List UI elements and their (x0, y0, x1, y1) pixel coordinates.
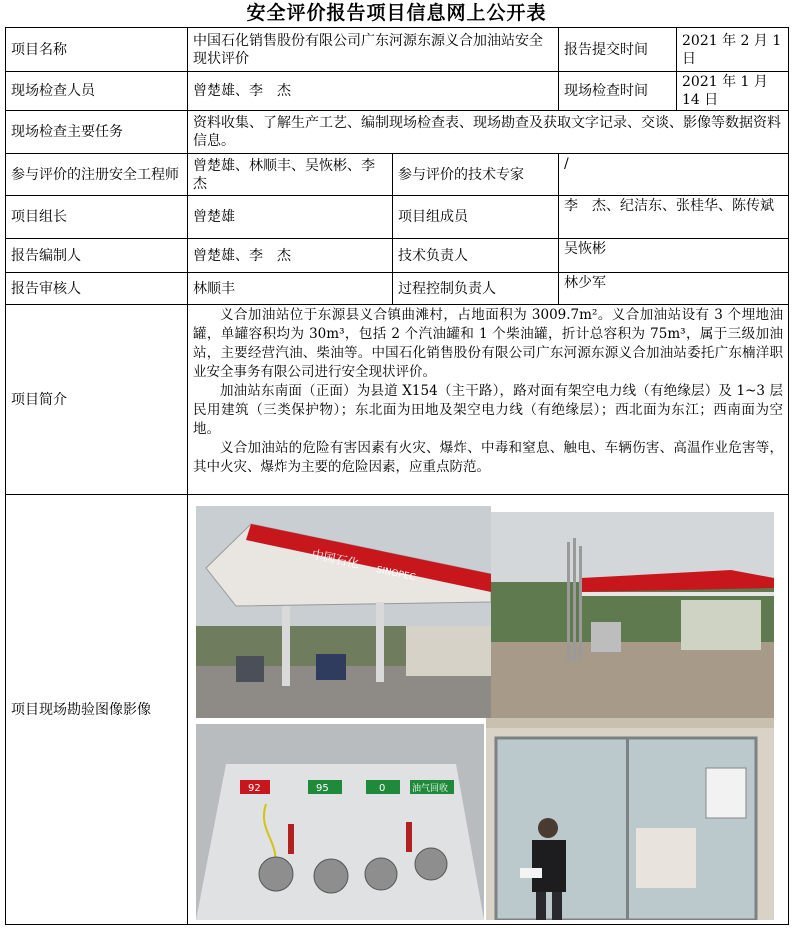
photo-inspector (486, 718, 774, 920)
author-value: 曾楚雄、李 杰 (188, 239, 393, 273)
photos-label: 项目现场勘验图像影像 (6, 495, 188, 925)
intro-paragraph-3: 义合加油站的危险有害因素有火灾、爆炸、中毒和窒息、触电、车辆伤害、高温作业危害等，其中火灾、爆炸为主要的危险因素，应重点防范。 (193, 440, 783, 475)
tank-label-2: 95 (316, 782, 329, 794)
reviewer-value: 林顺丰 (188, 273, 393, 305)
row-leader (6, 196, 789, 239)
tech-label: 技术负责人 (393, 239, 559, 273)
project-name-label: 项目名称 (6, 28, 188, 72)
tank-label-4: 油气回收 (412, 783, 449, 794)
photos-cell (188, 495, 789, 925)
row-project-name (6, 28, 789, 72)
experts-label: 参与评价的技术专家 (393, 154, 559, 196)
inspectors-label: 现场检查人员 (6, 72, 188, 111)
leader-label: 项目组长 (6, 196, 188, 239)
photo-station-side (491, 512, 774, 718)
row-reviewer (6, 273, 789, 305)
process-label: 过程控制负责人 (393, 273, 559, 305)
row-intro (6, 305, 789, 495)
station-side-image (491, 512, 774, 718)
row-engineers (6, 154, 789, 196)
inspector-image (486, 718, 774, 920)
process-value: 林少军 (559, 273, 789, 305)
tasks-value: 资料收集、了解生产工艺、编制现场检查表、现场勘查及获取文字记录、交谈、影像等数据资料信息。 (188, 111, 789, 154)
tasks-label: 现场检查主要任务 (6, 111, 188, 154)
leader-value: 曾楚雄 (188, 196, 393, 239)
station-front-image (196, 506, 491, 718)
tank-label-1: 92 (248, 782, 261, 794)
canopy-brand-en-text: SINOPEC (375, 564, 417, 583)
photo-tank-well (196, 724, 484, 920)
inspect-time-label: 现场检查时间 (559, 72, 677, 111)
row-tasks (6, 111, 789, 154)
intro-paragraph-2: 加油站东南面（正面）为县道 X154（主干路），路对面有架空电力线（有绝缘层）及 1~3 层民用建筑（三类保护物）；东北面为田地及架空电力线（有绝缘层）；西北面为东江；西南面为空地。 (193, 383, 783, 437)
intro-value (188, 305, 789, 495)
engineers-value: 曾楚雄、林顺丰、吴恢彬、李杰 (188, 154, 393, 196)
experts-value: / (559, 154, 789, 196)
info-table (5, 27, 789, 925)
submit-time-label: 报告提交时间 (559, 28, 677, 72)
tank-well-image (196, 724, 484, 920)
project-name-value: 中国石化销售股份有限公司广东河源东源义合加油站安全现状评价 (188, 28, 559, 72)
photo-grid (194, 500, 782, 920)
canopy-brand-text: 中国石化 (310, 546, 361, 571)
inspectors-value: 曾楚雄、李 杰 (188, 72, 559, 111)
intro-paragraph-1: 义合加油站位于东源县义合镇曲滩村，占地面积为 3009.7m²。义合加油站设有 3 个埋地油罐，单罐容积均为 30m³，包括 2 个汽油罐和 1 个柴油罐，折计总容积为 75m³，属于三级加油站，主要经营汽油、柴油等。中国石化销售股份有限公司广东河源东源义合加油站委托广东楠洋职业安全事务有限公司进行安全现状评价。 (193, 307, 783, 380)
inspect-time-value: 2021 年 1 月 14 日 (677, 72, 789, 111)
members-value: 李 杰、纪洁东、张桂华、陈传斌 (559, 196, 789, 239)
author-label: 报告编制人 (6, 239, 188, 273)
row-photos (6, 495, 789, 925)
reviewer-label: 报告审核人 (6, 273, 188, 305)
submit-time-value: 2021 年 2 月 1 日 (677, 28, 789, 72)
tech-value: 吴恢彬 (559, 239, 789, 273)
members-label: 项目组成员 (393, 196, 559, 239)
photo-station-front (196, 506, 491, 718)
intro-label: 项目简介 (6, 305, 188, 495)
page-title: 安全评价报告项目信息网上公开表 (246, 2, 547, 24)
row-author (6, 239, 789, 273)
row-inspectors (6, 72, 789, 111)
engineers-label: 参与评价的注册安全工程师 (6, 154, 188, 196)
tank-label-3: 0 (379, 782, 386, 794)
